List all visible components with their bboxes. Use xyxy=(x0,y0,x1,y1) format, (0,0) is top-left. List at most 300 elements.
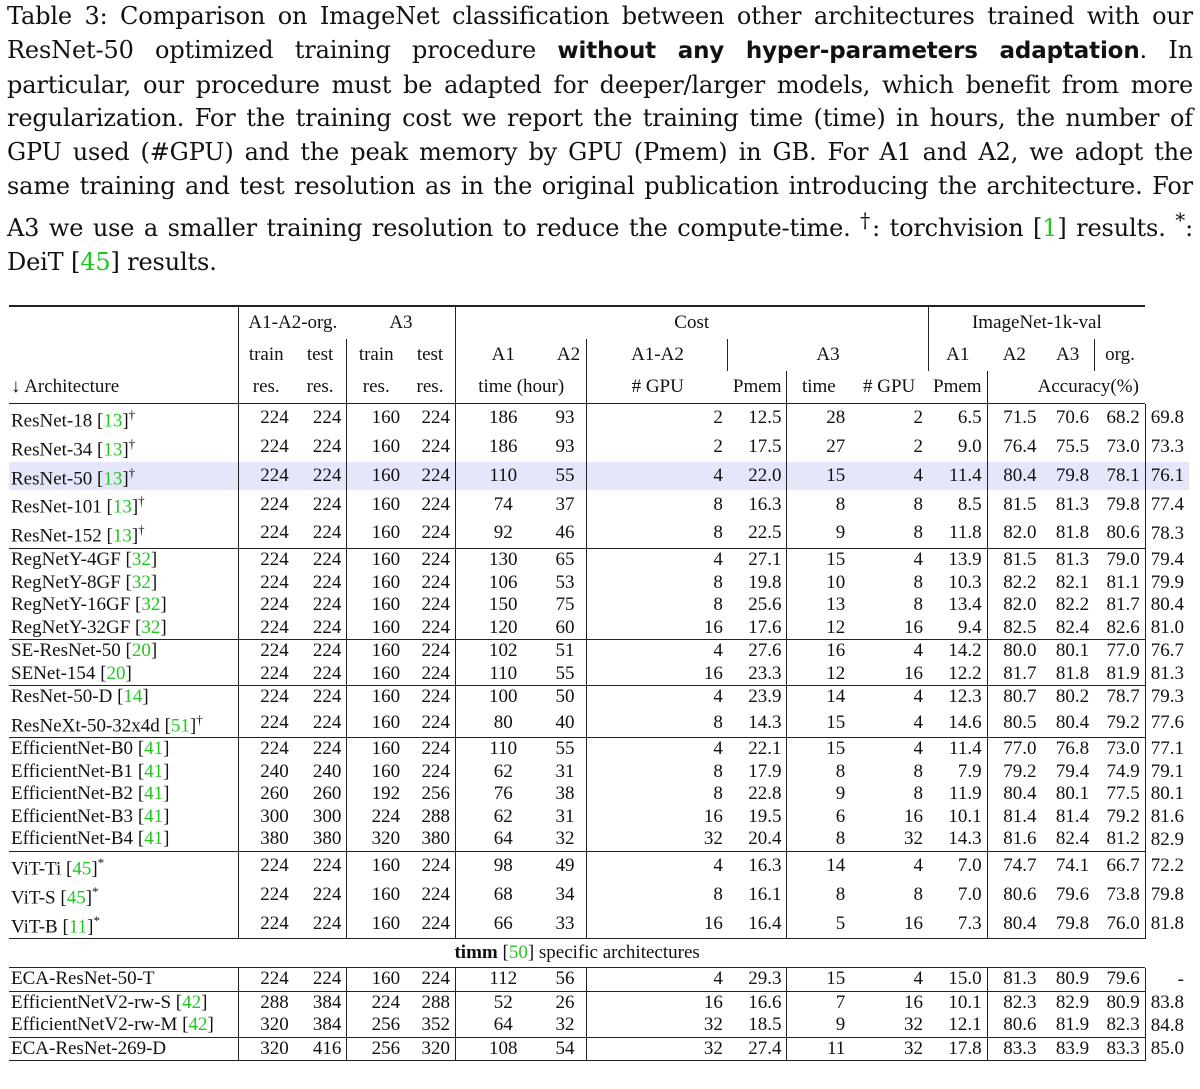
cell-value: 85.0 xyxy=(1145,1038,1189,1061)
cell-value: 300 xyxy=(238,806,293,829)
model-name: ResNet-50-D xyxy=(11,686,113,708)
architecture-name: EfficientNet-B4 [41] xyxy=(11,828,170,850)
cell-value: 5 xyxy=(787,910,850,939)
architecture-name: ResNet-50-D [14] xyxy=(11,686,149,708)
cell-value: 10.3 xyxy=(948,571,982,593)
cell-value: 4 xyxy=(913,640,924,662)
cell-value: 80.6 xyxy=(1106,522,1140,544)
cell-value: 16 xyxy=(703,662,723,684)
citation-link[interactable]: 45 xyxy=(72,858,92,880)
architecture-name: ResNet-50 [13]† xyxy=(9,462,238,491)
architecture-name: ResNet-101 [13]† xyxy=(11,493,145,518)
model-name: ViT-B xyxy=(11,915,58,937)
cell-value: 320 xyxy=(238,1038,293,1061)
cell-value: 93 xyxy=(555,407,575,429)
spacer-cell xyxy=(587,549,644,572)
cell-value: 15 xyxy=(787,968,850,991)
spacer-cell xyxy=(587,709,644,738)
cell-value: 32 xyxy=(555,1014,575,1036)
cell-value: 79.3 xyxy=(1145,686,1189,709)
citation-link[interactable]: 42 xyxy=(182,991,202,1013)
citation-link[interactable]: 32 xyxy=(141,616,161,638)
cell-value: 224 xyxy=(312,968,342,990)
cell-value: 81.6 xyxy=(1145,806,1189,829)
cell-value: 8 xyxy=(913,571,924,593)
spacer-cell xyxy=(587,881,644,910)
model-name: EfficientNet-B4 xyxy=(11,828,134,850)
cell-value: 15 xyxy=(787,738,850,761)
citation-link[interactable]: 20 xyxy=(131,640,151,662)
cell-value: 79.8 xyxy=(1042,462,1095,491)
caption-label: Table 3: xyxy=(7,2,108,30)
citation-link[interactable]: 50 xyxy=(508,942,528,964)
header-acc-a1: A1 xyxy=(928,339,987,371)
cell-value: 79.8 xyxy=(1145,881,1189,910)
cell-value: 52 xyxy=(455,992,550,1015)
cell-value: 40 xyxy=(555,711,575,733)
cell-value: 16 xyxy=(904,991,924,1013)
caption-bold: without any hyper-parameters adaptation xyxy=(557,37,1140,64)
cell-value: 8 xyxy=(913,493,924,515)
cell-value: 77.1 xyxy=(1145,738,1189,761)
cell-value: 82.3 xyxy=(987,992,1041,1015)
cell-value: 224 xyxy=(421,968,450,990)
spacer-cell xyxy=(587,404,644,433)
cell-value: 80.1 xyxy=(1055,783,1090,805)
cell-value: 76.7 xyxy=(1145,640,1189,663)
spacer-cell xyxy=(587,572,644,595)
cell-value: 260 xyxy=(238,783,293,806)
table-row xyxy=(9,462,1189,491)
cell-value: 14 xyxy=(787,852,850,881)
model-name: ResNet-18 xyxy=(11,410,93,432)
cell-value: 8 xyxy=(713,522,723,544)
cell-value: 16 xyxy=(703,616,723,638)
cell-value: 224 xyxy=(421,594,450,616)
cell-value: 79.0 xyxy=(1106,549,1140,571)
cell-value: 224 xyxy=(421,549,450,571)
table-row xyxy=(9,968,1189,991)
citation-link[interactable]: 41 xyxy=(144,783,164,805)
model-name: ECA-ResNet-269-D xyxy=(11,1037,167,1059)
cell-value: 79.4 xyxy=(1055,760,1090,782)
cell-value: 160 xyxy=(347,738,405,761)
ref-link-1[interactable]: 1 xyxy=(1042,213,1058,242)
cell-value: 79.8 xyxy=(1106,493,1140,515)
cell-value: 8 xyxy=(913,783,924,805)
architecture-name: ResNet-34 [13]† xyxy=(11,435,136,461)
cell-value: 79.2 xyxy=(1106,711,1140,733)
cell-value: 32 xyxy=(703,1014,723,1036)
table-row xyxy=(9,433,1189,462)
cell-value: 224 xyxy=(238,594,293,617)
cell-value: 23.9 xyxy=(748,686,782,708)
cell-value: 81.3 xyxy=(1055,549,1090,571)
citation-link[interactable]: 13 xyxy=(103,410,123,432)
cell-value: 106 xyxy=(455,572,550,595)
cell-value: 81.9 xyxy=(1106,662,1140,684)
cell-value: 224 xyxy=(312,522,342,544)
cell-value: 16.4 xyxy=(748,912,782,934)
citation-link[interactable]: 41 xyxy=(144,828,164,850)
header-gpu-a3: # GPU xyxy=(863,375,916,397)
cell-value: 68 xyxy=(455,881,550,910)
cell-value: 120 xyxy=(455,617,550,640)
cell-value: 12 xyxy=(787,663,850,686)
cell-value: 76 xyxy=(455,783,550,806)
cell-value: 4 xyxy=(644,462,728,491)
table-row xyxy=(9,738,1189,761)
architecture-name: RegNetY-32GF [32] xyxy=(11,616,167,638)
cell-value: 74 xyxy=(455,490,550,519)
cell-value: 23.3 xyxy=(748,662,782,684)
cell-value: 224 xyxy=(421,571,450,593)
table-row xyxy=(9,663,1189,686)
header-a3-group: A3 xyxy=(389,311,413,333)
cell-value: 256 xyxy=(347,1038,405,1061)
cell-value: 92 xyxy=(455,519,550,548)
cell-value: 260 xyxy=(312,783,342,805)
cell-value: 81.4 xyxy=(987,806,1041,829)
cell-value: 80.9 xyxy=(1055,968,1090,990)
cell-value: 4 xyxy=(713,968,723,990)
cell-value: 10.1 xyxy=(948,991,982,1013)
header-row-sub xyxy=(9,339,1189,371)
cell-value: 224 xyxy=(347,806,405,829)
citation-link[interactable]: 13 xyxy=(112,496,132,518)
citation-link[interactable]: 41 xyxy=(144,760,164,782)
model-name: ResNet-34 xyxy=(11,439,93,461)
cell-value: 4 xyxy=(913,738,924,760)
architecture-name: ResNeXt-50-32x4d [51]† xyxy=(11,711,203,736)
cell-value: 17.5 xyxy=(748,435,782,457)
citation-link[interactable]: 14 xyxy=(123,686,143,708)
cell-value: 224 xyxy=(421,711,450,733)
cell-value: 17.9 xyxy=(748,760,782,782)
cell-value: 80.7 xyxy=(987,686,1041,709)
cell-value: 81.8 xyxy=(1145,910,1189,939)
architecture-name xyxy=(9,1038,238,1061)
cell-value: 32 xyxy=(904,1037,924,1059)
model-name: EfficientNet-B0 xyxy=(11,738,134,760)
table-row xyxy=(9,617,1189,640)
cell-value: 73.3 xyxy=(1145,433,1189,462)
cell-value: 22.8 xyxy=(748,783,782,805)
cell-value: 224 xyxy=(238,852,293,881)
cell-value: 8 xyxy=(787,761,850,784)
cell-value: 224 xyxy=(238,686,293,709)
cell-value: 74.9 xyxy=(1106,760,1140,782)
header-row-groups xyxy=(9,307,1189,339)
cell-value: 9 xyxy=(787,1014,850,1037)
cell-value: 224 xyxy=(312,571,342,593)
cell-value: 80.1 xyxy=(1145,783,1189,806)
architecture-name: RegNetY-4GF [32] xyxy=(11,549,158,571)
cell-value: 53 xyxy=(555,571,575,593)
architecture-name: EfficientNet-B1 [41] xyxy=(11,760,170,782)
cell-value: 224 xyxy=(312,594,342,616)
header-res-4: res. xyxy=(416,375,444,397)
cell-value: 102 xyxy=(455,640,550,663)
cell-value: 80.4 xyxy=(987,783,1041,806)
header-gpu-a1a2: # GPU xyxy=(587,371,728,404)
cell-value: 28 xyxy=(787,404,850,433)
cell-value: 37 xyxy=(555,493,575,515)
cell-value: 79.1 xyxy=(1145,761,1189,784)
cell-value: 79.6 xyxy=(1055,883,1090,905)
header-test-a3: test xyxy=(416,343,444,365)
cell-value: 16 xyxy=(703,991,723,1013)
cell-value: 81.4 xyxy=(1055,805,1090,827)
table-row xyxy=(9,490,1189,519)
spacer-cell xyxy=(587,462,644,491)
cell-value: 160 xyxy=(347,519,405,548)
citation-link[interactable]: 32 xyxy=(131,571,151,593)
cell-value: 224 xyxy=(421,522,450,544)
cell-value: 224 xyxy=(238,433,293,462)
cell-value: 320 xyxy=(238,1014,293,1037)
cell-value: 62 xyxy=(455,761,550,784)
cell-value: 160 xyxy=(347,709,405,738)
table-row xyxy=(9,709,1189,738)
cell-value: 9 xyxy=(787,783,850,806)
cell-value: 15 xyxy=(787,462,850,491)
cell-value: 8 xyxy=(713,760,723,782)
citation-link[interactable]: 13 xyxy=(103,467,123,489)
cell-value: 9 xyxy=(787,519,850,548)
cell-value: 20.4 xyxy=(748,828,782,850)
table-row xyxy=(9,1038,1189,1061)
cell-value: 81.8 xyxy=(1055,522,1090,544)
cell-value: 81.9 xyxy=(1055,1014,1090,1036)
cell-value: 15 xyxy=(787,549,850,572)
cell-value: 100 xyxy=(455,686,550,709)
architecture-name xyxy=(9,968,238,991)
cell-value: 4 xyxy=(713,549,723,571)
cell-value: 80.9 xyxy=(1106,991,1140,1013)
model-name: ResNet-152 xyxy=(11,525,102,547)
citation-link[interactable]: 32 xyxy=(131,549,151,571)
cell-value: 12.2 xyxy=(948,662,982,684)
model-name: ResNeXt-50-32x4d xyxy=(11,714,160,736)
cell-value: 224 xyxy=(312,640,342,662)
spacer-cell xyxy=(587,910,644,939)
cell-value: 82.2 xyxy=(987,572,1041,595)
cell-value: 80.4 xyxy=(987,910,1041,939)
cell-value: 80.4 xyxy=(987,462,1041,491)
cell-value: 4 xyxy=(850,462,928,491)
star-note-text: : DeiT [ xyxy=(7,213,1194,276)
cell-value: 224 xyxy=(312,738,342,760)
citation-link[interactable]: 41 xyxy=(144,805,164,827)
cell-value: 76.4 xyxy=(987,433,1041,462)
citation-link[interactable]: 41 xyxy=(144,738,164,760)
model-name: RegNetY-4GF xyxy=(11,549,121,571)
cell-value: 19.8 xyxy=(748,571,782,593)
cell-value: 82.6 xyxy=(1106,616,1140,638)
header-time-hour: time (hour) xyxy=(455,371,587,404)
cell-value: 224 xyxy=(238,549,293,572)
citation-link[interactable]: 51 xyxy=(170,714,190,736)
cell-value: 79.2 xyxy=(1106,805,1140,827)
cell-value: 380 xyxy=(312,828,342,850)
cell-value: 11.4 xyxy=(949,738,982,760)
cell-value: 288 xyxy=(238,992,293,1015)
star-mark: * xyxy=(1175,207,1186,232)
cell-value: 224 xyxy=(421,493,450,515)
cell-value: 81.8 xyxy=(1055,662,1090,684)
header-pmem-a3: Pmem xyxy=(933,375,982,397)
cell-value: 81.0 xyxy=(1145,617,1189,640)
header-a1a2org: A1-A2-org. xyxy=(248,311,338,333)
cell-value: 83.3 xyxy=(987,1038,1041,1061)
cell-value: 81.1 xyxy=(1106,571,1140,593)
cell-value: 320 xyxy=(347,828,405,851)
cell-value: 160 xyxy=(347,594,405,617)
citation-link[interactable]: 42 xyxy=(188,1014,208,1036)
model-name: EfficientNet-B1 xyxy=(11,760,134,782)
cell-value: 160 xyxy=(347,462,405,491)
cell-value: 82.0 xyxy=(987,519,1041,548)
cell-value: 224 xyxy=(421,686,450,708)
cell-value: 76.1 xyxy=(1145,462,1189,491)
citation-link[interactable]: 13 xyxy=(112,525,132,547)
cell-value: 55 xyxy=(555,662,575,684)
cell-value: 82.9 xyxy=(1055,991,1090,1013)
cell-value: 224 xyxy=(421,640,450,662)
cell-value: 160 xyxy=(347,404,405,433)
cell-value: 14.3 xyxy=(748,711,782,733)
spacer-cell xyxy=(587,992,644,1015)
citation-link[interactable]: 20 xyxy=(106,662,126,684)
cell-value: 8 xyxy=(913,883,924,905)
table-row xyxy=(9,1014,1189,1037)
cell-value: 81.7 xyxy=(1106,594,1140,616)
cell-value: 9.0 xyxy=(957,435,982,457)
cell-value: 2 xyxy=(713,435,723,457)
cell-value: 8 xyxy=(913,760,924,782)
model-name: EfficientNetV2-rw-S xyxy=(11,991,172,1013)
cell-value: 224 xyxy=(312,912,342,934)
header-row-units xyxy=(9,371,1189,404)
cell-value: 83.3 xyxy=(1106,1037,1140,1059)
cell-value: 77.4 xyxy=(1145,490,1189,519)
cell-value: 14 xyxy=(787,686,850,709)
ref-link-45[interactable]: 45 xyxy=(80,247,111,276)
cell-value: 110 xyxy=(455,738,550,761)
cell-value: 80.0 xyxy=(987,640,1041,663)
cell-value: 192 xyxy=(347,783,405,806)
cell-value: 76.0 xyxy=(1106,912,1140,934)
cell-value: 77.5 xyxy=(1106,783,1140,805)
citation-link[interactable]: 45 xyxy=(66,887,86,909)
cell-value: 83.9 xyxy=(1055,1037,1090,1059)
header-train: train xyxy=(238,339,293,371)
cell-value: 224 xyxy=(238,490,293,519)
cell-value: 224 xyxy=(421,883,450,905)
cell-value: 160 xyxy=(347,433,405,462)
cell-value: 82.0 xyxy=(987,594,1041,617)
cell-value: 74.7 xyxy=(987,852,1041,881)
cell-value: 16 xyxy=(904,662,924,684)
dagger-note-text: : torchvision [ xyxy=(872,213,1043,242)
table-row xyxy=(9,640,1189,663)
cell-value: 12.3 xyxy=(948,686,982,708)
caption-text-before: Comparison on ImageNet classification between other architectures trained with our ResNet-50 optimized training procedure xyxy=(7,2,1193,64)
spacer-cell xyxy=(587,640,644,663)
cell-value: 64 xyxy=(455,1014,550,1037)
caption-text-after: . In particular, our procedure must be adapted for deeper/larger models, which benefit from more regularization. For the training cost we report the training time (time) in hours, the number of GPU used (#GPU) and the peak memory by GPU (Pmem) in GB. For A1 and A2, we adopt the same training and test resolution as in the original publication introducing the architecture. For A3 we use a smaller training resolution to reduce the compute-time. xyxy=(7,35,1193,242)
spacer-cell xyxy=(587,663,644,686)
cell-value: 80.1 xyxy=(1055,640,1090,662)
cell-value: 4 xyxy=(713,855,723,877)
cell-value: 16 xyxy=(787,640,850,663)
architecture-name: ResNet-18 [13]† xyxy=(11,407,136,432)
architecture-name: ViT-Ti [45]* xyxy=(11,854,105,880)
citation-link[interactable]: 11 xyxy=(68,915,88,937)
cell-value: 15.0 xyxy=(948,968,982,990)
source-mark: * xyxy=(92,883,99,899)
cell-value: 82.1 xyxy=(1055,571,1090,593)
cell-value: 80.5 xyxy=(987,709,1041,738)
cell-value: 8.5 xyxy=(957,493,982,515)
cell-value: 17.8 xyxy=(948,1037,982,1059)
cell-value: 25.6 xyxy=(748,594,782,616)
cell-value: 22.0 xyxy=(728,462,787,491)
cell-value: 16.6 xyxy=(748,991,782,1013)
cell-value: 8 xyxy=(713,783,723,805)
table-row xyxy=(9,594,1189,617)
spacer-cell xyxy=(587,490,644,519)
cell-value: 16 xyxy=(703,912,723,934)
cell-value: 224 xyxy=(238,640,293,663)
architecture-name: ResNet-152 [13]† xyxy=(11,522,145,547)
architecture-name: EfficientNetV2-rw-S [42] xyxy=(11,991,208,1013)
citation-link[interactable]: 13 xyxy=(103,439,123,461)
cell-value: 8 xyxy=(713,711,723,733)
cell-value: 4 xyxy=(913,549,924,571)
cell-value: 51 xyxy=(555,640,575,662)
architecture-name: ViT-S [45]* xyxy=(11,883,99,909)
cell-value: 79.2 xyxy=(987,761,1041,784)
cell-value: 32 xyxy=(703,828,723,850)
cell-value: 84.8 xyxy=(1145,1014,1189,1037)
architecture-name: SENet-154 [20] xyxy=(11,662,132,684)
cell-value: 8 xyxy=(913,594,924,616)
header-res-3: res. xyxy=(347,371,405,404)
cell-value: 10.1 xyxy=(948,805,982,827)
cell-value: 7.0 xyxy=(957,855,982,877)
citation-link[interactable]: 32 xyxy=(141,594,161,616)
cell-value: 13.4 xyxy=(948,594,982,616)
cell-value: 10 xyxy=(787,572,850,595)
model-name: ECA-ResNet-50-T xyxy=(11,968,155,990)
cell-value: 82.4 xyxy=(1055,616,1090,638)
cell-value: 79.9 xyxy=(1145,572,1189,595)
cell-value: 81.2 xyxy=(1106,828,1140,850)
header-train-a3: train xyxy=(347,339,405,371)
cell-value: 256 xyxy=(421,783,450,805)
cell-value: 81.3 xyxy=(1145,663,1189,686)
cell-value: 66.7 xyxy=(1106,855,1140,877)
model-name: SE-ResNet-50 xyxy=(11,640,121,662)
cell-value: 16 xyxy=(904,616,924,638)
spacer-cell xyxy=(587,594,644,617)
cell-value: 17.6 xyxy=(748,616,782,638)
architecture-name: RegNetY-8GF [32] xyxy=(11,571,158,593)
cell-value: 81.3 xyxy=(1055,493,1090,515)
table-row xyxy=(9,828,1189,851)
